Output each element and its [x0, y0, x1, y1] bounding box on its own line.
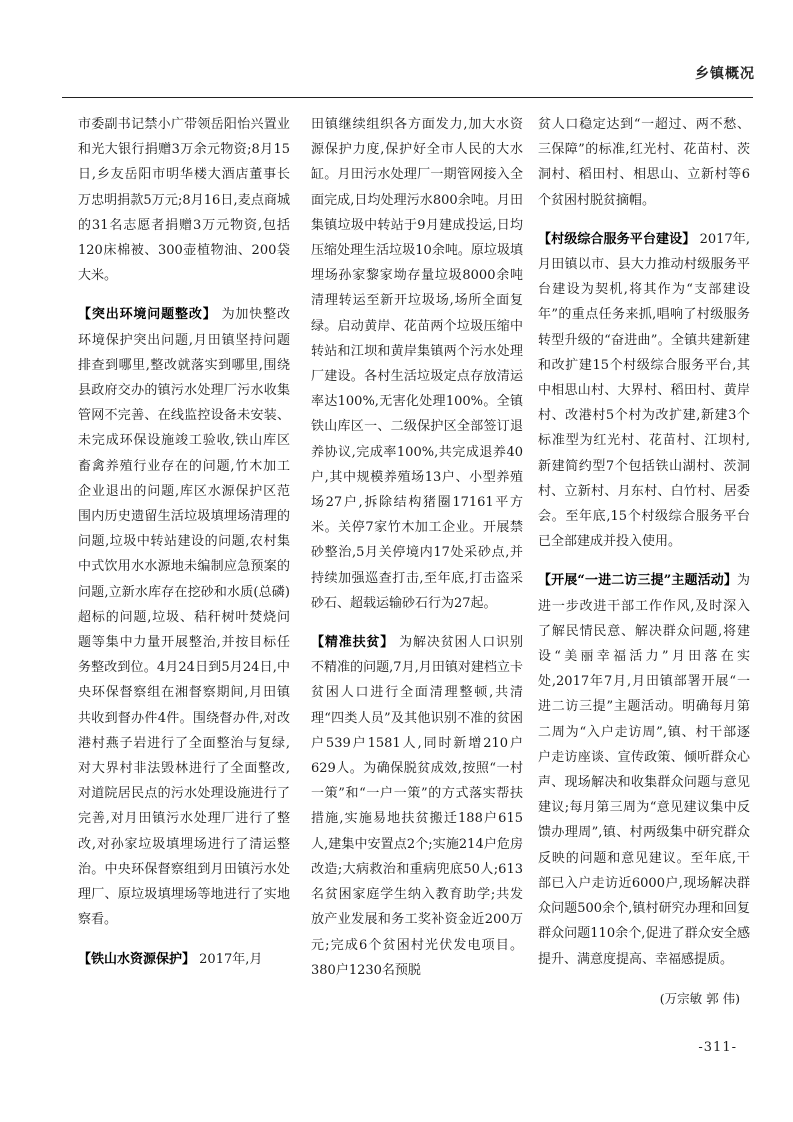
section-tieshan-water-protection [78, 947, 290, 972]
section-body: 2017年,月 [199, 951, 263, 967]
section-heading: 【精准扶贫】 [311, 635, 395, 651]
author-credit: (万宗敏 郭 伟) [659, 990, 740, 1006]
section-theme-activity [538, 568, 750, 971]
section-heading: 【村级综合服务平台建设】 [538, 231, 696, 247]
section-environment-rectification [78, 302, 290, 932]
section-village-service-platform [538, 227, 750, 555]
section-heading: 【铁山水资源保护】 [78, 951, 196, 967]
paragraph-water-protection-continued: 田镇继续组织各方面发力,加大水资源保护力度,保护好全市人民的大水缸。月田污水处理厂一期管网接入全面完成,日均处理污水800余吨。月田集镇垃圾中转站于9月建成投运,日均压缩处理生活垃圾10余吨。原垃圾填埋场孙家黎家坳存量垃圾8000余吨清理转运至新开垃圾场,场所全面复绿。启动黄岸、花苗两个垃圾压缩中转站和江坝和黄岸集镇两个污水处理厂建设。各村生活垃圾定点存放清运率达100%,无害化处理100%。全镇铁山库区一、二级保护区全部签订退养协议,完成率100%,共完成退养40户,其中规模养殖场13户、小型养殖场27户,拆除结构猪圈17161平方米。关停7家竹木加工企业。开展禁砂整治,5月关停境内17处采砂点,并持续加强巡查打击,至年底,打击盗采砂石、超载运输砂石行为27起。 [311, 117, 523, 611]
column-2 [311, 112, 523, 1024]
section-heading: 【开展“一进二访三提”主题活动】 [538, 573, 737, 589]
column-3 [538, 112, 750, 1024]
header-divider [62, 97, 753, 98]
paragraph-poverty-continued: 贫人口稳定达到“一超过、两不愁、三保障”的标准,红光村、花苗村、茨洞村、稻田村、相思山、立新村等6个贫困村脱贫摘帽。 [538, 117, 750, 208]
section-body: 2017年,月田镇以市、县大力推动村级服务平台建设为契机,将其作为“支部建设年”的重点任务来抓,唱响了村级服务转型升级的“奋进曲”。全镇共建新建和改扩建15个村级综合服务平台,其中相思山村、大界村、稻田村、黄岸村、改港村5个村为改扩建,新建3个标准型为红光村、花苗村、江坝村,新建简约型7个包括铁山湖村、茨洞村、立新村、月东村、白竹村、居委会。至年底,15个村级综合服务平台已全部建成并投入使用。 [538, 231, 750, 550]
section-heading: 【突出环境问题整改】 [78, 307, 217, 323]
section-title: 乡镇概况 [695, 66, 755, 82]
column-1 [78, 112, 290, 1024]
paragraph-donations: 市委副书记禁小广带领岳阳怡兴置业和光大银行捐赠3万余元物资;8月15日,乡友岳阳市明华楼大酒店董事长万忠明捐款5万元;8月16日,麦点商城的31名志愿者捐赠3万元物资,包括120床棉被、300壶植物油、200袋大米。 [78, 117, 290, 284]
section-body: 为进一步改进干部工作作风,及时深入了解民情民意、解决群众问题,将建设“美丽幸福活力”月田落在实处,2017年7月,月田镇部署开展“一进二访三提”主题活动。明确每月第二周为“入户走访周”,镇、村干部逐户走访座谈、宣传政策、倾听群众心声、现场解决和收集群众问题与意见建议;每月第三周为“意见建议集中反馈办理周”,镇、村两级集中研究群众反映的问题和意见建议。至年底,干部已入户走访近6000户,现场解决群众问题500余个,镇村研究办理和回复群众问题110余个,促进了群众安全感提升、满意度提高、幸福感提质。 [538, 573, 750, 967]
section-targeted-poverty-alleviation [311, 630, 523, 983]
section-body: 为加快整改环境保护突出问题,月田镇坚持问题排查到哪里,整改就落实到哪里,围绕县政府交办的镇污水处理厂污水收集管网不完善、在线监控设备未安装、未完成环保设施竣工验收,铁山库区畜禽养殖行业存在的问题,竹木加工企业退出的问题,库区水源保护区范围内历史遗留生活垃圾填埋场清理的问题,垃圾中转站建设的问题,农村集中式饮用水水源地未编制应急预案的问题,立新水库存在挖砂和水质(总磷)超标的问题,垃圾、秸秆树叶焚烧问题等集中力量开展整治,并按目标任务整改到位。4月24日到5月24日,中央环保督察组在湘督察期间,月田镇共收到督办件4件。围绕督办件,对改港村燕子岩进行了全面整治与复绿,对大界村非法毁林进行了全面整改,对道院居民点的污水处理设施进行了完善,对月田镇污水处理厂进行了整改,对孙家垃圾填埋场进行了清运整治。中央环保督察组到月田镇污水处理厂、原垃圾填埋场等地进行了实地察看。 [78, 307, 290, 928]
section-body: 为解决贫困人口识别不精准的问题,7月,月田镇对建档立卡贫困人口进行全面清理整顿,共清理“四类人员”及其他识别不准的贫困户539户1581人,同时新增210户629人。为确保脱贫成效,按照“一村一策”和“一户一策”的方式落实帮扶措施,实施易地扶贫搬迁188户615人,建集中安置点2个;实施214户危房改造;大病救治和重病兜底50人;613名贫困家庭学生纳入教育助学;共发放产业发展和务工奖补资金近200万元;完成6个贫困村光伏发电项目。380户1230名预脱 [311, 635, 523, 978]
page-number: -311- [698, 1040, 737, 1055]
